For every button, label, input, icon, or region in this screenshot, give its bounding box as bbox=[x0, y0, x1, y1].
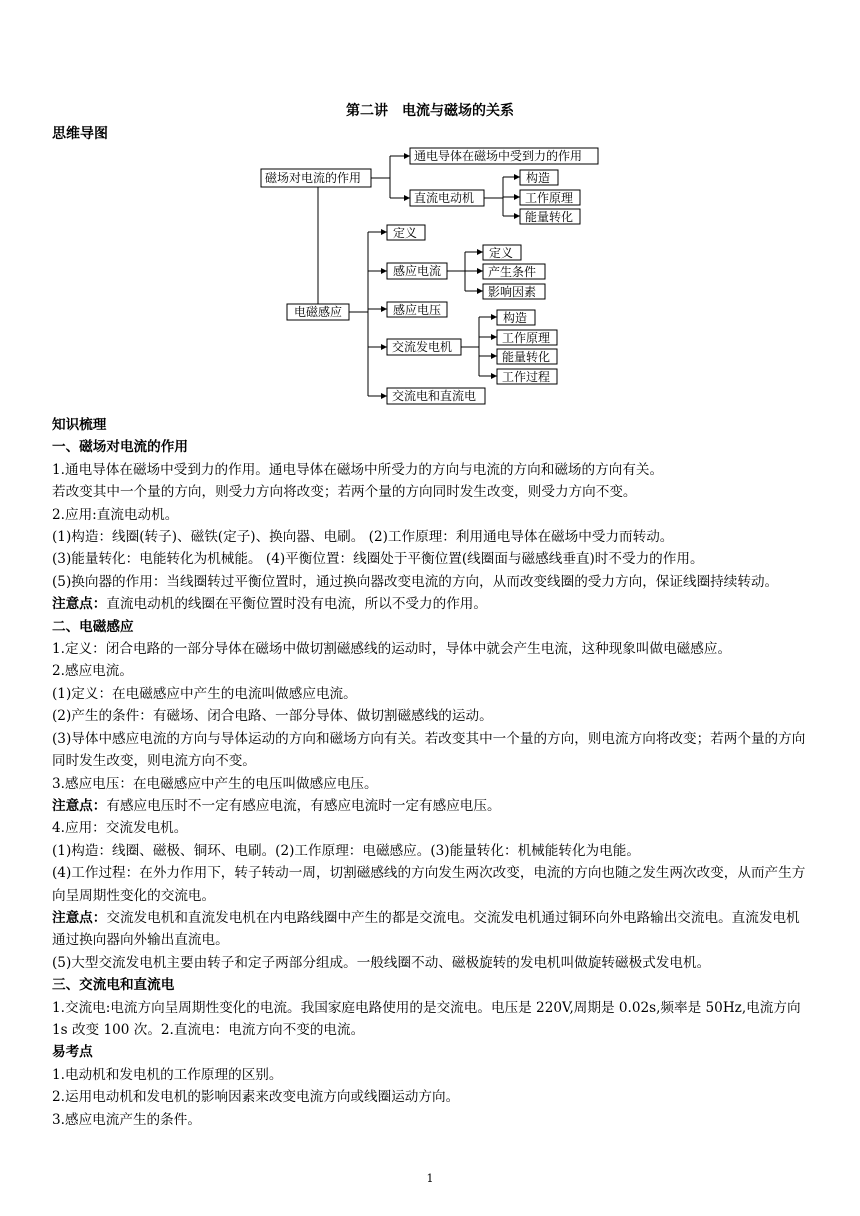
page-title: 第二讲 电流与磁场的关系 bbox=[346, 103, 514, 119]
paragraph: (3)能量转化：电能转化为机械能。 (4)平衡位置：线圈处于平衡位置(线圈面与磁感线垂直)时不受力的作用。 bbox=[52, 551, 704, 568]
paragraph: 4.应用：交流发电机。 bbox=[52, 820, 188, 837]
paragraph: 3.感应电压：在电磁感应中产生的电压叫做感应电压。 bbox=[52, 775, 378, 792]
node-root-a: 磁场对电流的作用 bbox=[265, 171, 362, 185]
node-b2-3: 影响因素 bbox=[488, 285, 537, 299]
paragraph: (3)导体中感应电流的方向与导体运动的方向和磁场方向有关。若改变其中一个量的方向，则电流方向将改变；若两个量的方向同时发生改变，则电流方向不变。 bbox=[52, 730, 806, 770]
note-text: 有感应电压时不一定有感应电流，有感应电流时一定有感应电压。 bbox=[106, 797, 501, 814]
paragraph: 2.感应电流。 bbox=[52, 663, 133, 680]
list-item: 2.运用电动机和发电机的影响因素来改变电流方向或线圈运动方向。 bbox=[52, 1089, 460, 1106]
paragraph: (1)构造：线圈(转子)、磁铁(定子)、换向器、电刷。 (2)工作原理：利用通电导体在磁场中受力而转动。 bbox=[52, 529, 674, 546]
page-number: 1 bbox=[426, 1172, 434, 1185]
paragraph: 1.定义：闭合电路的一部分导体在磁场中做切割磁感线的运动时，导体中就会产生电流，这种现象叫做电磁感应。 bbox=[52, 641, 732, 658]
node-b3: 感应电压 bbox=[393, 303, 442, 317]
node-root-b: 电磁感应 bbox=[294, 305, 343, 319]
node-b2: 感应电流 bbox=[393, 264, 442, 278]
paragraph: (1)定义：在电磁感应中产生的电流叫做感应电流。 bbox=[52, 685, 357, 702]
note-label: 注意点： bbox=[52, 909, 107, 926]
node-a2-1: 构造 bbox=[526, 171, 551, 185]
section-heading-zsgl: 知识梳理 bbox=[52, 417, 107, 433]
section-heading-ykd: 易考点 bbox=[52, 1044, 93, 1061]
note-label: 注意点： bbox=[52, 596, 107, 613]
node-b5: 交流电和直流电 bbox=[392, 389, 477, 403]
node-b4: 交流发电机 bbox=[392, 340, 453, 354]
note-text: 直流电动机的线圈在平衡位置时没有电流，所以不受力的作用。 bbox=[106, 596, 487, 613]
paragraph: (4)工作过程：在外力作用下，转子转动一周，切割磁感线的方向发生两次改变，电流的方向也随之发生两次改变，从而产生方向呈周期性变化的交流电。 bbox=[52, 865, 806, 904]
paragraph: (1)构造：线圈、磁极、铜环、电刷。(2)工作原理：电磁感应。(3)能量转化：机械能转化为电能。 bbox=[52, 842, 640, 859]
paragraph: 1.交流电:电流方向呈周期性变化的电流。我国家庭电路使用的是交流电。电压是 220V,周期是 0.02s,频率是 50Hz,电流方向 1s 改变 100 次。2.直流电：电流方向不变的电流。 bbox=[52, 999, 801, 1038]
node-a1: 通电导体在磁场中受到力的作用 bbox=[414, 149, 583, 163]
paragraph: (5)换向器的作用：当线圈转过平衡位置时，通过换向器改变电流的方向，从而改变线圈的受力方向，保证线圈持续转动。 bbox=[52, 573, 779, 590]
node-b4-4: 工作过程 bbox=[502, 370, 551, 384]
node-b4-2: 工作原理 bbox=[502, 331, 551, 345]
node-b1: 定义 bbox=[393, 226, 418, 240]
list-item: 3.感应电流产生的条件。 bbox=[52, 1111, 201, 1128]
note-paragraph bbox=[52, 907, 812, 952]
note-paragraph bbox=[52, 795, 812, 817]
mind-map-diagram bbox=[0, 140, 860, 410]
note-text: 交流发电机和直流发电机在内电路线圈中产生的都是交流电。交流发电机通过铜环向外电路输出交流电。直流发电机通过换向器向外输出直流电。 bbox=[52, 909, 800, 949]
node-a2-3: 能量转化 bbox=[525, 210, 574, 224]
list-item: 1.电动机和发电机的工作原理的区别。 bbox=[52, 1066, 283, 1083]
note-label: 注意点： bbox=[52, 797, 107, 814]
node-b4-1: 构造 bbox=[503, 311, 528, 325]
node-b2-1: 定义 bbox=[489, 246, 514, 260]
section-heading-1: 一、磁场对电流的作用 bbox=[52, 439, 188, 456]
paragraph: 2.应用:直流电动机。 bbox=[52, 506, 179, 523]
note-paragraph bbox=[52, 593, 812, 615]
section-heading-3: 三、交流电和直流电 bbox=[52, 977, 175, 994]
paragraph: (2)产生的条件：有磁场、闭合电路、一部分导体、做切割磁感线的运动。 bbox=[52, 708, 493, 725]
paragraph: (5)大型交流发电机主要由转子和定子两部分组成。一般线圈不动、磁极旋转的发电机叫做旋转磁极式发电机。 bbox=[52, 954, 711, 971]
section-heading-2: 二、电磁感应 bbox=[52, 618, 134, 635]
node-a2-2: 工作原理 bbox=[525, 191, 574, 205]
node-b2-2: 产生条件 bbox=[488, 265, 537, 279]
node-a2: 直流电动机 bbox=[414, 191, 475, 205]
node-b4-3: 能量转化 bbox=[502, 350, 551, 364]
mindmap-heading: 思维导图 bbox=[52, 126, 108, 142]
knowledge-content bbox=[52, 414, 812, 1131]
paragraph: 1.通电导体在磁场中受到力的作用。通电导体在磁场中所受力的方向与电流的方向和磁场的方向有关。 bbox=[52, 461, 664, 478]
paragraph: 若改变其中一个量的方向，则受力方向将改变；若两个量的方向同时发生改变，则受力方向不变。 bbox=[52, 484, 637, 501]
